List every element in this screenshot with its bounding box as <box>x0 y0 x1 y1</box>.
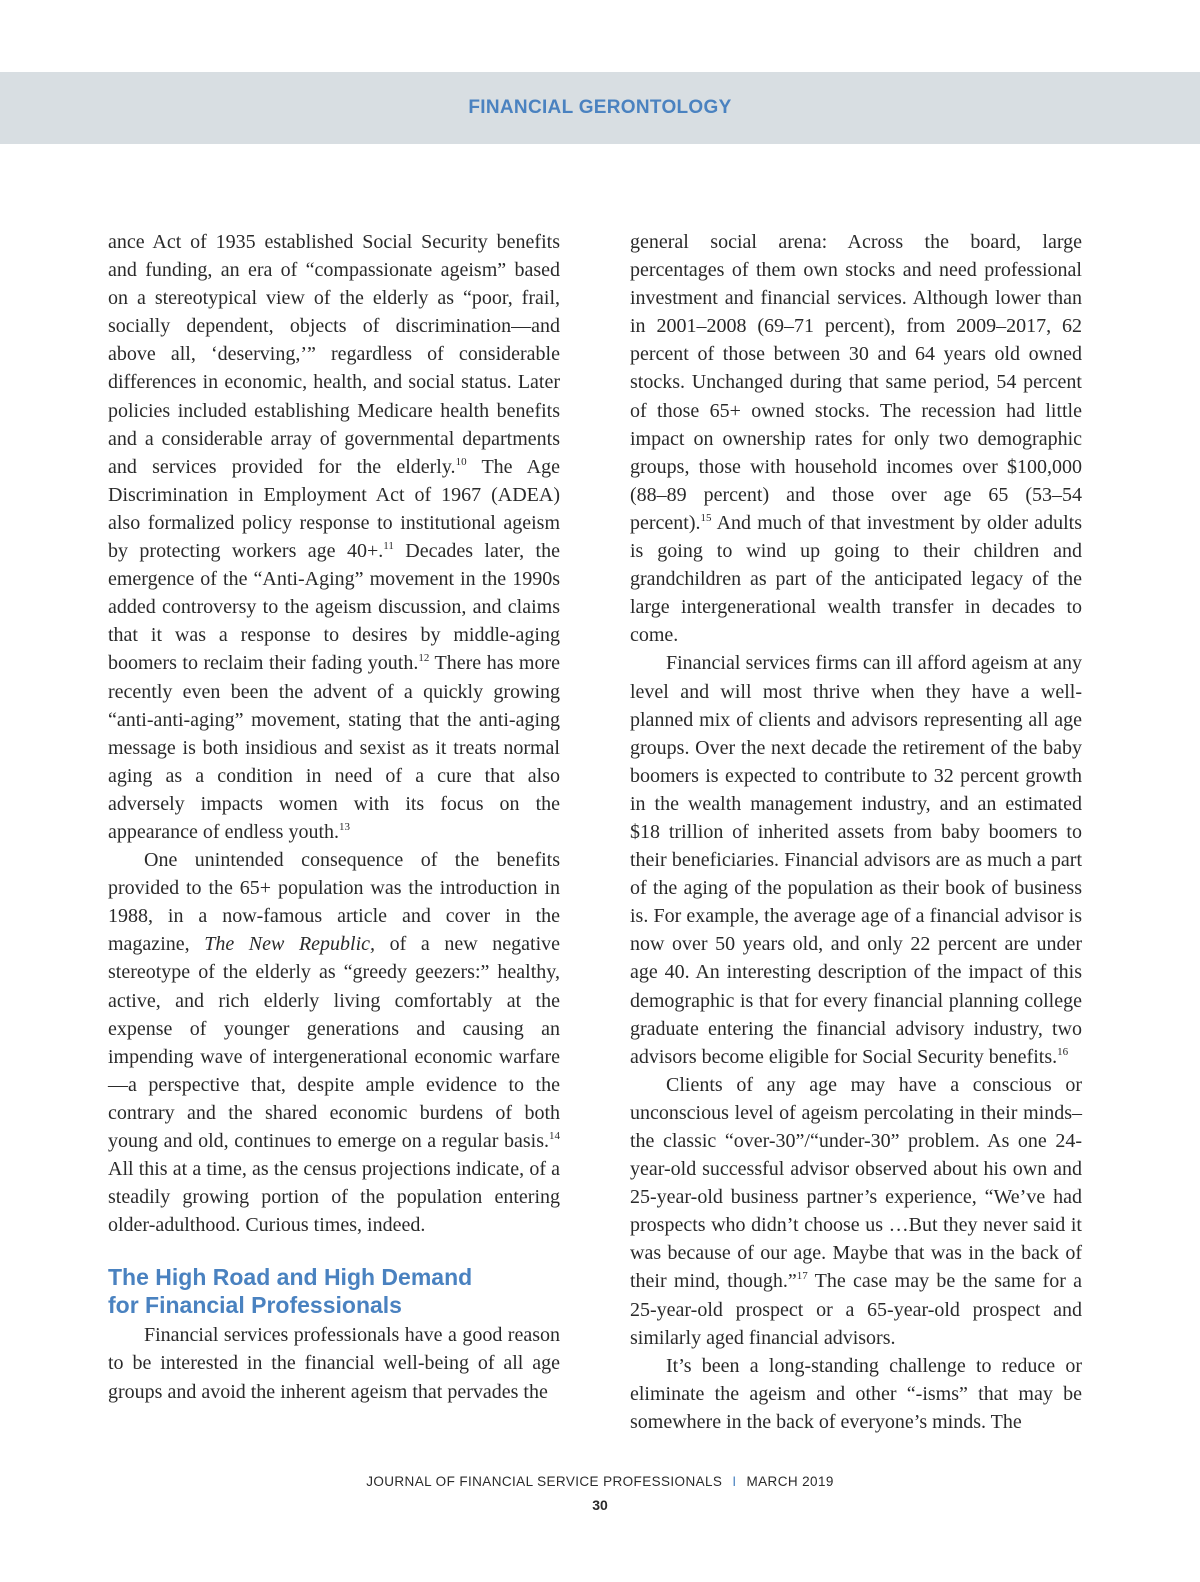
paragraph: Financial services professionals have a good reason to be interested in the financial well-being of all age groups and avoid the inherent ageism that pervades the <box>108 1324 560 1403</box>
paragraph: Clients of any age may have a conscious or unconscious level of ageism percolating in their minds– the classic “over-30”/“under-30” problem. As one 24-year-old successful advisor observed about his own and 25-year-old business partner’s experience, “We’ve had prospects who didn’t choose us …But they never said it was because of our age. Maybe that was in the back of their mind, though.”$^{17}$ The case may be the same for a 25-year-old prospect or a 65-year-old prospect and similarly aged financial advisors. <box>630 1073 1083 1349</box>
header-title: FINANCIAL GERONTOLOGY <box>468 97 732 118</box>
running-header <box>0 72 1200 144</box>
footnote-ref: 15 <box>700 511 712 524</box>
footnote-ref: 16 <box>1057 1045 1069 1058</box>
paragraph: It’s been a long-standing challenge to reduce or eliminate the ageism and other “-isms” that may be somewhere in the back of everyone’s minds. The <box>630 1354 1082 1433</box>
footnote-ref: 10 <box>455 455 467 468</box>
section-heading: The High Road and High Demand for Financial Professionals <box>108 1264 473 1319</box>
paragraph: general social arena: Across the board, large percentages of them own stocks and need professional investment and financial services. Although lower than in 2001–2008 (69–71 percent), from 2009–2017, 62 percent of those between 30 and 64 years old owned stocks. Unchanged during that same period, 54 percent of those 65+ owned stocks. The recession had little impact on ownership rates for only two demographic groups, those with household incomes over $100,000 (88–89 percent) and those over age 65 (53–54 percent).$^{15}$ And much of that investment by older adults is going to wind up going to their children and grandchildren as part of the anticipated legacy of the large intergenerational wealth transfer in decades to come. <box>630 231 1082 647</box>
left-column <box>108 228 560 1406</box>
footer-separator: I <box>732 1474 737 1489</box>
paragraph: Financial services firms can ill afford ageism at any level and will most thrive when they have a well-planned mix of clients and advisors representing all age groups. Over the next decade the retirement of the baby boomers is expected to contribute to 32 percent growth in the wealth management industry, and an estimated $18 trillion of inherited assets from baby boomers to their beneficiaries. Financial advisors are as much a part of the aging of the population as their book of business is. For example, the average age of a financial advisor is now over 50 years old, and only 22 percent are under age 40. An interesting description of the impact of this demographic is that for every financial planning college graduate entering the financial advisory industry, two advisors become eligible for Social Security benefits.$^{16}$ <box>630 652 1082 1068</box>
publication-title: The New Republic, <box>204 933 376 956</box>
issue-date: MARCH 2019 <box>746 1474 834 1489</box>
journal-name: JOURNAL OF FINANCIAL SERVICE PROFESSIONALS <box>366 1474 723 1489</box>
footnote-ref: 17 <box>796 1270 808 1283</box>
paragraph: ance Act of 1935 established Social Security benefits and funding, an era of “compassionate ageism” based on a stereotypical view of the elderly as “poor, frail, socially dependent, objects of discrimination—and above all, ‘deserving,’” regardless of considerable differences in economic, health, and social status. Later policies included establishing Medicare health benefits and a considerable array of governmental departments and services provided for the elderly.$^{10}$ The Age Discrimination in Employment Act of 1967 (ADEA) also formalized policy response to institutional ageism by protecting workers age 40+.$^{11}$ Decades later, the emergence of the “Anti-Aging” movement in the 1990s added controversy to the ageism discussion, and claims that it was a response to desires by middle-aging boomers to reclaim their fading youth.$^{12}$ There has more recently even been the advent of a quickly growing “anti-anti-aging” movement, stating that the anti-aging message is both insidious and sexist as it treats normal aging as a condition in need of a cure that also adversely impacts women with its focus on the appearance of endless youth.$^{13}$ <box>108 231 560 843</box>
page-number: 30 <box>592 1497 608 1513</box>
paragraph: One unintended consequence of the benefits provided to the 65+ population was the introduction in 1988, in a now-famous article and cover in the magazine, The New Republic, of a new negative stereotype of the elderly as “greedy geezers:” healthy, active, and rich elderly living comfortably at the expense of younger generations and causing an impending wave of intergenerational economic warfare—a perspective that, despite ample evidence to the contrary and the shared economic burdens of both young and old, continues to emerge on a regular basis.$^{14}$ All this at a time, as the census projections indicate, of a steadily growing portion of the population entering older-adulthood. Curious times, indeed. <box>108 849 561 1237</box>
footnote-ref: 11 <box>383 540 394 553</box>
right-column <box>630 228 1082 1436</box>
footer-line <box>0 1474 1200 1489</box>
footnote-ref: 12 <box>418 652 430 665</box>
footnote-ref: 13 <box>339 820 351 833</box>
footnote-ref: 14 <box>549 1130 560 1142</box>
page-footer <box>0 1474 1200 1513</box>
